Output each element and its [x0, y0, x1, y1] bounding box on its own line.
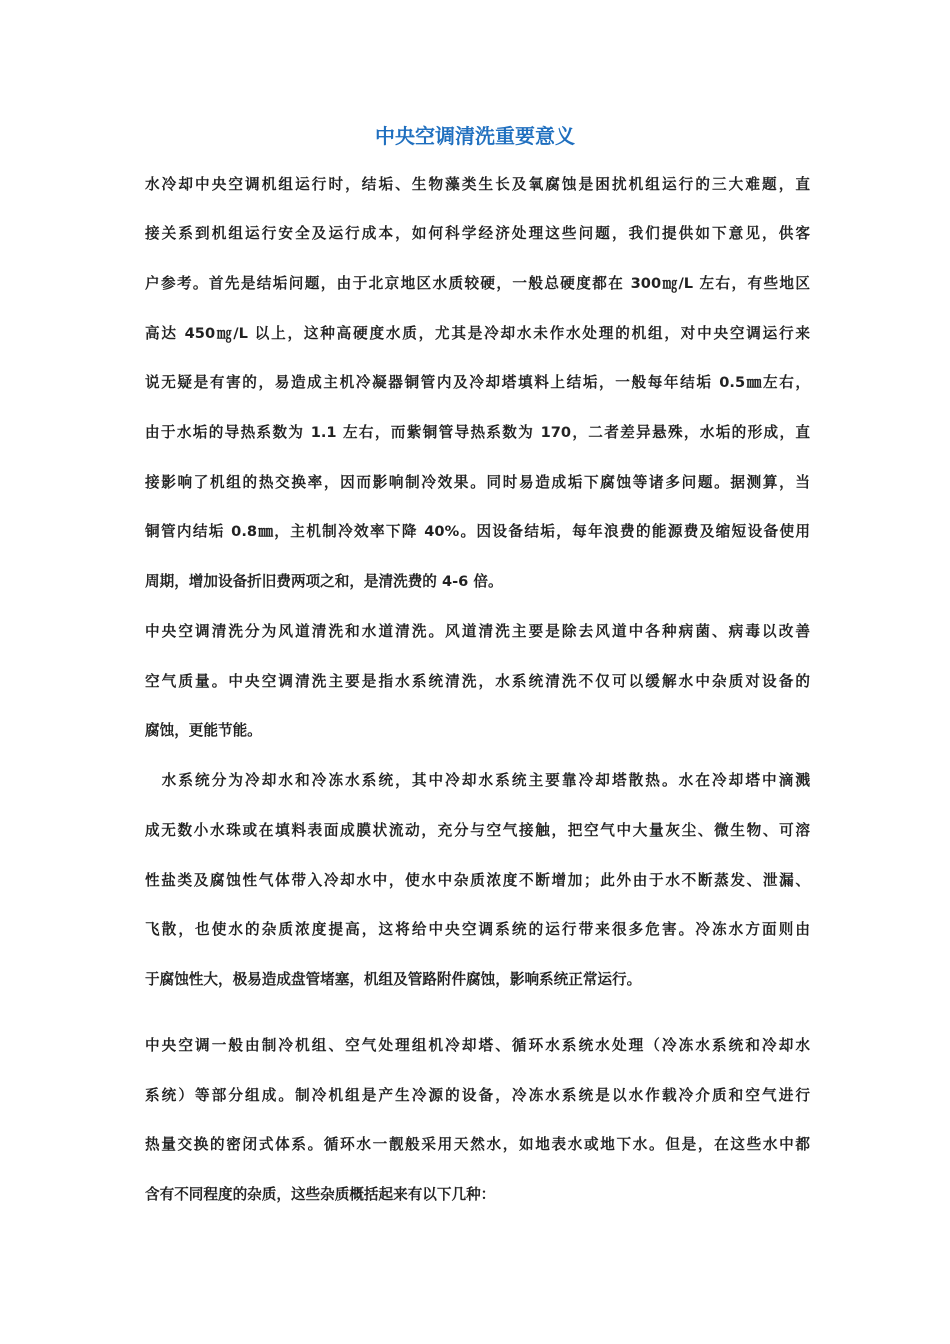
paragraph-4-line: 中央空调一般由制冷机组、空气处理组机冷却塔、循环水系统水处理（冷冻水系统和冷却水 [145, 1037, 810, 1054]
paragraph-1-line: 户参考。首先是结垢问题，由于北京地区水质较硬，一般总硬度都在 300㎎/L 左右，有些地区 [145, 275, 810, 292]
paragraph-2-line: 空气质量。中央空调清洗主要是指水系统清洗，水系统清洗不仅可以缓解水中杂质对设备的 [145, 673, 810, 690]
paragraph-3-line: 于腐蚀性大，极易造成盘管堵塞，机组及管路附件腐蚀，影响系统正常运行。 [145, 971, 642, 988]
paragraph-2-line: 腐蚀，更能节能。 [145, 722, 262, 739]
paragraph-1-line: 周期，增加设备折旧费两项之和，是清洗费的 4-6 倍。 [145, 573, 503, 590]
paragraph-4-line: 系统）等部分组成。制冷机组是产生冷源的设备，冷冻水系统是以水作载冷介质和空气进行 [145, 1087, 810, 1104]
paragraph-3-line: 飞散，也使水的杂质浓度提高，这将给中央空调系统的运行带来很多危害。冷冻水方面则由 [145, 921, 810, 938]
document-title: 中央空调清洗重要意义 [375, 124, 575, 148]
paragraph-1-line: 说无疑是有害的，易造成主机冷凝器铜管内及冷却塔填料上结垢，一般每年结垢 0.5㎜左右， [145, 374, 810, 391]
paragraph-4-line: 热量交换的密闭式体系。循环水一靓般采用天然水，如地表水或地下水。但是，在这些水中都 [145, 1136, 810, 1153]
paragraph-1-line: 接关系到机组运行安全及运行成本，如何科学经济处理这些问题，我们提供如下意见，供客 [145, 225, 810, 242]
paragraph-3-line: 成无数小水珠或在填料表面成膜状流动，充分与空气接触，把空气中大量灰尘、微生物、可溶 [145, 822, 810, 839]
paragraph-3-line: 性盐类及腐蚀性气体带入冷却水中，使水中杂质浓度不断增加；此外由于水不断蒸发、泄漏、 [145, 872, 810, 889]
paragraph-1-line: 由于水垢的导热系数为 1.1 左右，而紫铜管导热系数为 170，二者差异悬殊，水垢的形成，直 [145, 424, 810, 441]
paragraph-1-line: 铜管内结垢 0.8㎜，主机制冷效率下降 40%。因设备结垢，每年浪费的能源费及缩短设备使用 [145, 523, 810, 540]
paragraph-3-line: 水系统分为冷却水和冷冻水系统，其中冷却水系统主要靠冷却塔散热。水在冷却塔中滴溅 [145, 772, 810, 789]
paragraph-1-line: 高达 450㎎/L 以上，这种高硬度水质，尤其是冷却水未作水处理的机组，对中央空调运行来 [145, 325, 810, 342]
paragraph-2-line: 中央空调清洗分为风道清洗和水道清洗。风道清洗主要是除去风道中各种病菌、病毒以改善 [145, 623, 810, 640]
paragraph-4-line: 含有不同程度的杂质，这些杂质概括起来有以下几种： [145, 1186, 496, 1203]
paragraph-1-line: 水冷却中央空调机组运行时，结垢、生物藻类生长及氧腐蚀是困扰机组运行的三大难题，直 [145, 176, 810, 193]
paragraph-1-line: 接影响了机组的热交换率，因而影响制冷效果。同时易造成垢下腐蚀等诸多问题。据测算，当 [145, 474, 810, 491]
